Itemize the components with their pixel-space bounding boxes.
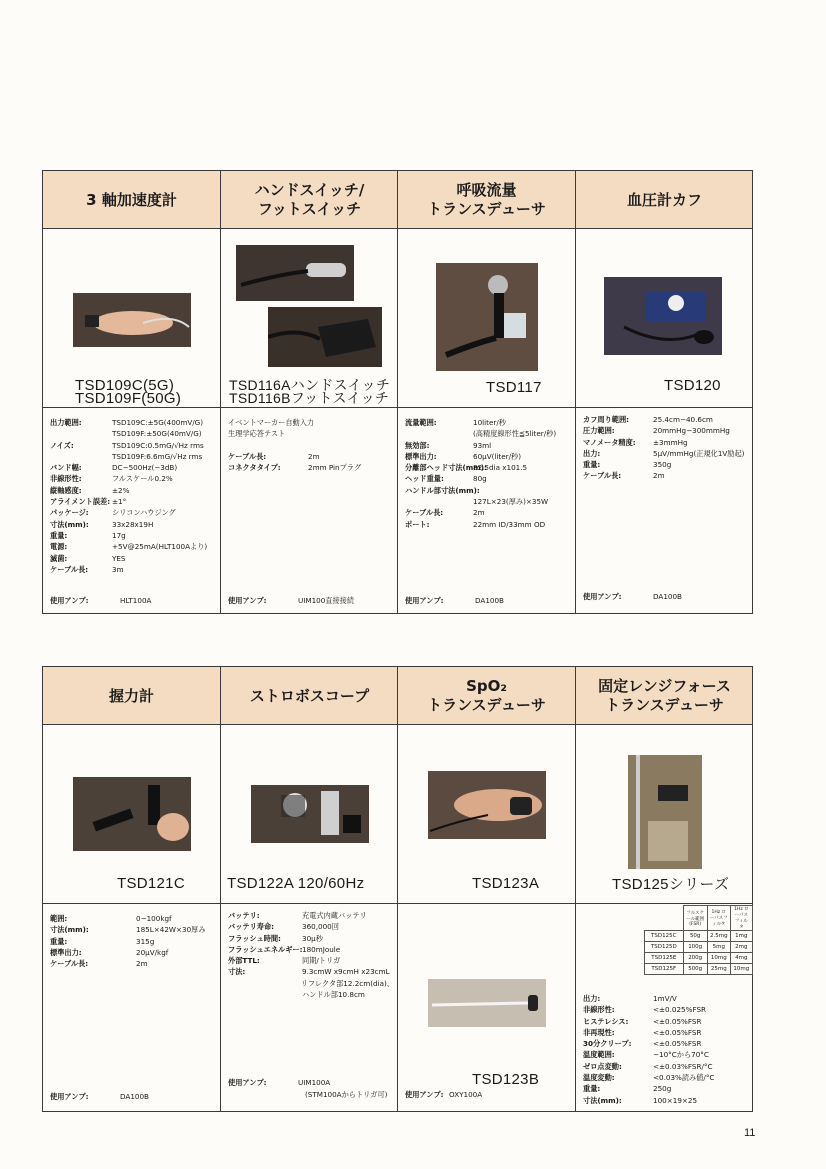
spec-value: −10°Cから70°C <box>653 1050 709 1060</box>
model-label: TSD123B <box>472 1071 540 1088</box>
spec-row <box>228 966 394 977</box>
spec-row <box>583 1038 749 1049</box>
spec-value: TSD109F:±50G(40mV/G) <box>112 429 202 439</box>
spec-key: 外部TTL: <box>228 956 260 966</box>
spec-key: アライメント誤差: <box>50 497 111 507</box>
spec-row <box>405 496 571 507</box>
product-bp-cuff <box>576 171 753 613</box>
model-label: TSD121C <box>117 875 185 892</box>
amp-info: 使用アンプ: DA100B <box>405 596 504 605</box>
amp-note: (STM100Aからトリガ可) <box>305 1090 388 1099</box>
spec-key: 非線形性: <box>583 1005 615 1015</box>
spec-row <box>50 541 216 552</box>
spec-value: 80g <box>473 474 487 484</box>
spec-value: TSD109C:0.5mG/√Hz rms <box>112 440 204 450</box>
spec-row <box>405 473 571 484</box>
spec-key: 重量: <box>50 530 68 540</box>
spec-value: 100×19×25 <box>653 1095 698 1105</box>
product-title: ハンドスイッチ/ フットスイッチ <box>254 181 365 218</box>
spec-value: 82.5dia x101.5 <box>473 463 528 473</box>
spec-key: 寸法: <box>228 967 246 977</box>
spec-row <box>50 564 216 575</box>
model-label: TSD122A 120/60Hz <box>227 875 365 892</box>
spec-value: <±0.05%FSR <box>653 1027 702 1037</box>
spec-key <box>405 428 473 439</box>
table-row: TSD125F 500g 25mg 10mg <box>645 964 753 975</box>
spec-list <box>583 993 749 1106</box>
product-title: ストロボスコープ <box>249 686 370 705</box>
spec-value: 180mJoule <box>302 944 341 954</box>
spec-key: ケーブル長: <box>583 471 622 481</box>
spec-key: ハンドル部寸法(mm): <box>405 485 480 495</box>
spec-value: 22mm ID/33mm OD <box>473 519 546 529</box>
amp-info: 使用アンプ: UIM100A <box>228 1078 331 1087</box>
strobe-photo <box>251 785 369 843</box>
amp-info: 使用アンプ: UIM100直接接続 <box>228 596 355 605</box>
spec-key: ケーブル長: <box>228 451 267 461</box>
spec-key: コネクタタイプ: <box>228 462 281 472</box>
spec-value: ±3mmHg <box>653 437 688 447</box>
spec-value: <±0.05%FSR <box>653 1016 702 1026</box>
spec-value: 25.4cm−40.6cm <box>653 415 713 424</box>
spec-row <box>228 978 394 989</box>
spec-key: 滅菌: <box>50 553 68 563</box>
spec-row <box>50 958 216 969</box>
spec-row <box>583 448 749 459</box>
spec-key: ノイズ: <box>50 440 74 450</box>
airflow-photo <box>436 263 538 371</box>
spec-key: 電源: <box>50 542 68 552</box>
product-title: 3 軸加速度計 <box>86 190 177 209</box>
model-label: TSD120 <box>664 377 721 394</box>
spec-key: 重量: <box>583 1084 601 1094</box>
spec-key: マノメータ精度: <box>583 437 636 447</box>
product-grid-row-1 <box>42 170 753 614</box>
page-number: 11 <box>744 1127 756 1139</box>
spec-list <box>405 417 571 530</box>
spec-row <box>583 414 749 425</box>
spec-key: 標準出力: <box>405 451 437 461</box>
spec-key <box>50 451 112 462</box>
spec-key: 出力範囲: <box>50 418 82 427</box>
spec-key: フラッシュ時間: <box>228 933 281 943</box>
spec-row <box>50 936 216 947</box>
table-row: TSD125D 100g 5mg 2mg <box>645 942 753 953</box>
force-photo <box>628 755 702 869</box>
spec-key: ゼロ点変動: <box>583 1061 622 1071</box>
spec-row <box>583 459 749 470</box>
spec-key: 圧力範囲: <box>583 426 615 436</box>
spec-row <box>50 485 216 496</box>
spec-row <box>405 451 571 462</box>
spec-row <box>228 933 394 944</box>
spec-value: 9.3cmW x9cmH x23cmL <box>302 967 390 977</box>
spec-key: 流量範囲: <box>405 418 437 427</box>
range-header: 1Hz ローパスフィルタ <box>730 906 752 931</box>
spec-row <box>50 553 216 564</box>
spec-row <box>50 530 216 541</box>
spec-key: バンド幅: <box>50 463 82 473</box>
amp-info: 使用アンプ: DA100B <box>583 592 682 601</box>
spec-key: 寸法(mm): <box>50 519 89 529</box>
spec-key: 非再現性: <box>583 1027 615 1037</box>
spec-row <box>583 1083 749 1094</box>
spec-value: 185L×42W×30厚み <box>136 925 206 935</box>
spec-row <box>583 1049 749 1060</box>
spec-value: 17g <box>112 530 126 540</box>
product-title: 呼吸流量 トランスデューサ <box>427 181 546 218</box>
spec-value: 2mm Pinプラグ <box>308 462 362 472</box>
accelerometer-photo <box>73 293 191 347</box>
spec-value: フルスケール0.2% <box>112 474 173 484</box>
spec-key <box>228 989 302 1000</box>
spec-row <box>228 451 394 462</box>
spec-row <box>50 428 216 439</box>
spec-key <box>50 428 112 439</box>
spec-value: 20mmHg−300mmHg <box>653 426 730 436</box>
product-accelerometer <box>43 171 220 613</box>
spec-key: 分離部ヘッド寸法(mm): <box>405 463 487 473</box>
spec-key: 重量: <box>583 460 601 470</box>
product-spo2 <box>398 667 575 1111</box>
spec-key: 温度範囲: <box>583 1050 615 1060</box>
spec-key: ヘッド重量: <box>405 474 444 484</box>
spec-value: TSD109C:±5G(400mV/G) <box>112 418 204 427</box>
spec-row <box>50 947 216 958</box>
spec-list <box>583 414 749 482</box>
spec-key: 出力: <box>583 994 601 1003</box>
product-force <box>576 667 753 1111</box>
spec-row <box>50 913 216 924</box>
spec-value: 3m <box>112 564 124 574</box>
model-label: TSD123A <box>472 875 540 892</box>
spec-row <box>583 1004 749 1015</box>
spec-row <box>50 507 216 518</box>
spec-value: <±0.05%FSR <box>653 1039 702 1049</box>
spec-row <box>50 924 216 935</box>
spec-value: 33x28x19H <box>112 519 154 529</box>
spec-value: 2m <box>136 959 148 969</box>
spec-list <box>228 417 394 473</box>
bp-cuff-photo <box>604 277 722 355</box>
spec-value: 10liter/秒 <box>473 418 506 427</box>
product-title: SpO₂ トランスデューサ <box>427 677 546 714</box>
spec-value: ハンドル部10.8cm <box>302 990 365 1000</box>
spec-key: パッケージ: <box>50 508 89 518</box>
spec-value: ±1° <box>112 497 127 507</box>
product-grid-row-2 <box>42 666 753 1112</box>
spec-value: 0−100kgf <box>136 914 172 923</box>
model-label: TSD109C(5G) TSD109F(50G) <box>75 377 182 407</box>
spec-value: 60μV(liter/秒) <box>473 451 522 461</box>
spec-value: 250g <box>653 1084 672 1094</box>
spo2-b-photo <box>428 979 546 1027</box>
spec-key: 寸法(mm): <box>50 925 89 935</box>
spec-key: ケーブル長: <box>405 508 444 518</box>
spec-value: 20μV/kgf <box>136 947 169 957</box>
spec-row <box>228 944 394 955</box>
spec-key <box>228 978 301 989</box>
table-row: TSD125E 200g 10mg 4mg <box>645 953 753 964</box>
spec-value: 同期/トリガ <box>302 956 341 966</box>
spec-value: 93ml <box>473 440 492 450</box>
spec-value: <±0.03%FSR/°C <box>653 1061 713 1071</box>
spec-key: 標準出力: <box>50 947 82 957</box>
spec-value: 127L×23(厚み)×35W <box>473 497 549 507</box>
product-grip <box>43 667 220 1111</box>
spec-row <box>583 993 749 1004</box>
spec-row <box>405 440 571 451</box>
spec-key: 非線形性: <box>50 474 82 484</box>
spec-value: YES <box>112 553 126 563</box>
spec-row <box>583 437 749 448</box>
spec-value: TSD109F:6.6mG/√Hz rms <box>112 451 203 461</box>
spec-value: DC−500Hz(−3dB) <box>112 463 178 473</box>
product-title: 血圧計カフ <box>626 190 702 209</box>
spec-row <box>50 519 216 530</box>
spec-row <box>405 428 571 439</box>
range-header: 1Hz ローパスフィルタ <box>707 906 730 931</box>
spec-key <box>405 496 473 507</box>
spec-row <box>228 910 394 921</box>
spec-row <box>405 462 571 473</box>
spec-value: 5μV/mmHg(正規化1V励起) <box>653 448 745 458</box>
spec-row <box>583 1027 749 1038</box>
spec-row <box>583 425 749 436</box>
spec-row <box>583 1095 749 1106</box>
spec-key: 無効部: <box>405 440 430 450</box>
spec-value: 30μ秒 <box>302 933 323 943</box>
spec-row <box>228 921 394 932</box>
spec-value: (高精度線形性≦5liter/秒) <box>473 429 557 439</box>
range-table <box>644 905 753 975</box>
spec-value: 1mV/V <box>653 994 677 1003</box>
spec-row <box>583 1061 749 1072</box>
spec-value: シリコンハウジング <box>112 508 176 518</box>
spec-row <box>405 507 571 518</box>
spec-value: ±2% <box>112 485 130 495</box>
product-strobe <box>221 667 398 1111</box>
spec-value: 360,000回 <box>302 922 339 932</box>
spec-list <box>50 417 216 575</box>
spec-key: ポート: <box>405 519 430 529</box>
spec-key: カフ周り範囲: <box>583 415 629 424</box>
product-title: 固定レンジフォース トランスデューサ <box>598 677 731 714</box>
range-header: フルスケール範囲(FSR) <box>683 906 707 931</box>
spec-row <box>228 955 394 966</box>
spec-key: ケーブル長: <box>50 959 89 969</box>
spec-key: バッテリ寿命: <box>228 922 274 932</box>
model-label: TSD117 <box>486 379 542 396</box>
amp-info: 使用アンプ: OXY100A <box>405 1090 483 1099</box>
spec-key: 30分クリープ: <box>583 1039 632 1049</box>
amp-info: 使用アンプ: HLT100A <box>50 596 152 605</box>
spec-key: ヒステレシス: <box>583 1016 629 1026</box>
spec-row <box>583 1072 749 1083</box>
amp-info: 使用アンプ: DA100B <box>50 1092 149 1101</box>
spec-value: 350g <box>653 460 672 470</box>
spec-key: 縦軸感度: <box>50 485 82 495</box>
foot-switch-photo <box>268 307 382 367</box>
spec-key: 重量: <box>50 936 68 946</box>
spec-row <box>50 462 216 473</box>
product-hand-switch <box>221 171 398 613</box>
grip-photo <box>73 777 191 851</box>
spec-row <box>405 417 571 428</box>
table-row: TSD125C 50g 2.5mg 1mg <box>645 931 753 942</box>
spec-value: <±0.025%FSR <box>653 1005 707 1015</box>
spec-key: バッテリ: <box>228 911 260 920</box>
spec-row <box>405 485 571 496</box>
spec-value: 2m <box>308 451 320 461</box>
model-label: TSD116Aハンドスイッチ TSD116Bフットスイッチ <box>229 377 391 406</box>
spec-value: 2m <box>653 471 665 481</box>
spec-key: フラッシュエネルギー: <box>228 944 303 954</box>
spec-key: 寸法(mm): <box>583 1095 622 1105</box>
spec-value: +5V@25mA(HLT100Aより) <box>112 542 208 552</box>
spo2-a-photo <box>428 771 546 839</box>
spec-key: 範囲: <box>50 914 68 923</box>
description: イベントマーカー自動入力 <box>228 418 315 427</box>
description: 生理学応答テスト <box>228 429 286 439</box>
model-label: TSD125シリーズ <box>612 876 730 893</box>
spec-value: 2m <box>473 508 485 518</box>
spec-key: 出力: <box>583 448 601 458</box>
spec-value: <0.03%読み値/°C <box>653 1073 715 1083</box>
spec-row <box>50 417 216 428</box>
spec-key: 温度変動: <box>583 1073 615 1083</box>
spec-row <box>50 473 216 484</box>
spec-row <box>50 440 216 451</box>
spec-value: リフレクタ部12.2cm(dia)、 <box>300 978 394 988</box>
product-airflow <box>398 171 575 613</box>
hand-switch-photo <box>236 245 354 301</box>
spec-row <box>50 451 216 462</box>
spec-row <box>228 462 394 473</box>
spec-list <box>50 913 216 969</box>
spec-value: 充電式内蔵バッテリ <box>302 911 367 920</box>
spec-list <box>228 910 394 1000</box>
spec-row <box>228 989 394 1000</box>
spec-key: ケーブル長: <box>50 564 89 574</box>
product-title: 握力計 <box>108 686 154 705</box>
spec-value: 315g <box>136 936 155 946</box>
spec-row <box>583 470 749 481</box>
spec-row <box>50 496 216 507</box>
spec-row <box>405 519 571 530</box>
spec-row <box>583 1016 749 1027</box>
